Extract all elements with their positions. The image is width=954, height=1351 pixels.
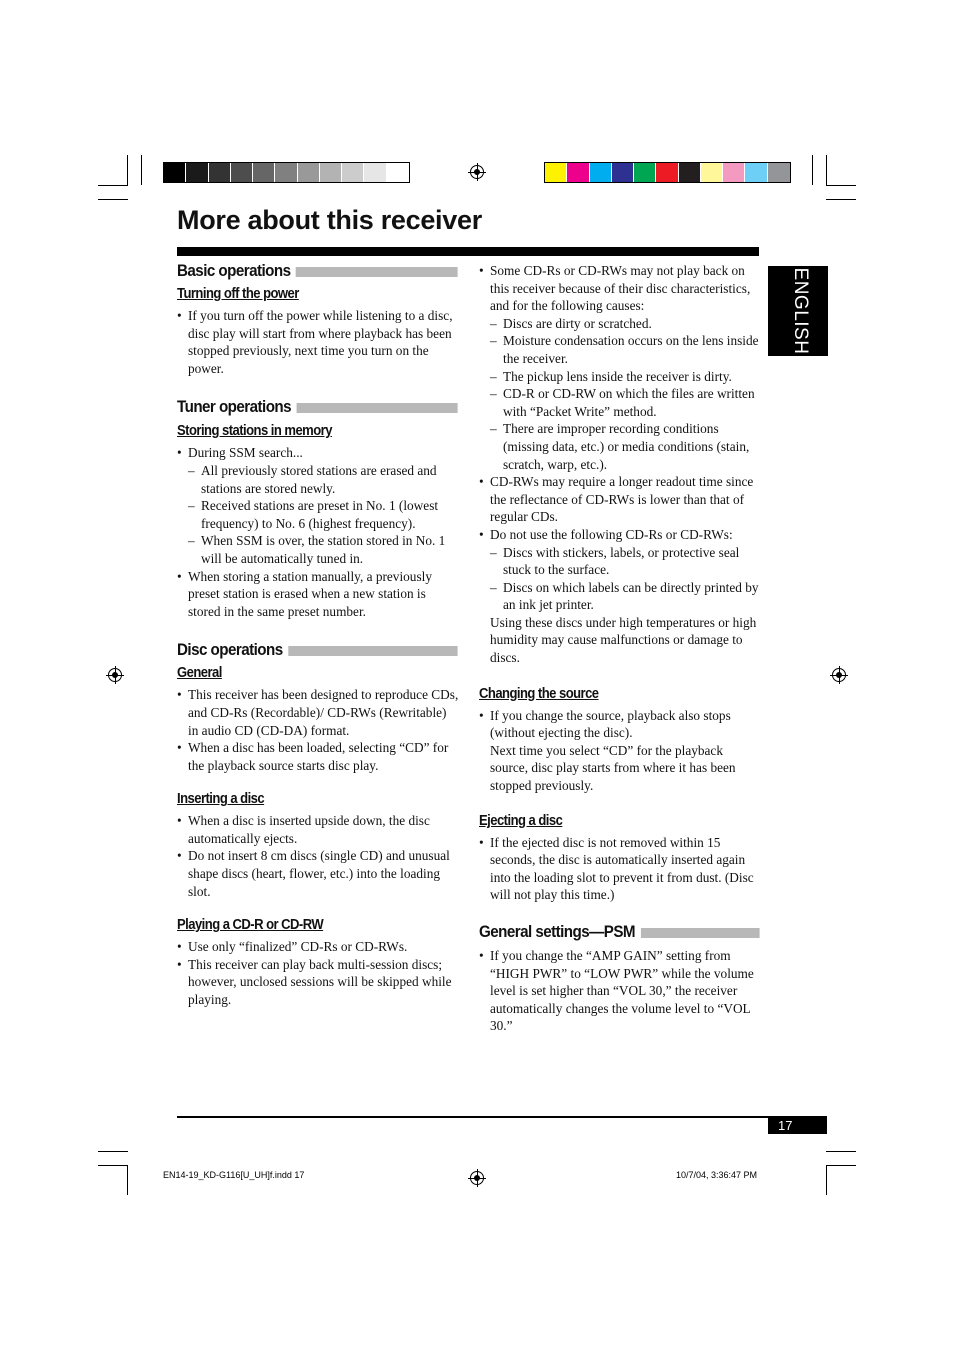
color-swatch bbox=[186, 163, 208, 182]
color-swatch bbox=[231, 163, 253, 182]
color-swatch bbox=[634, 163, 656, 182]
list-item: – Discs are dirty or scratched. bbox=[479, 315, 761, 333]
process-color-bar bbox=[544, 162, 791, 183]
color-swatch bbox=[612, 163, 634, 182]
crop-mark bbox=[98, 185, 128, 186]
color-swatch bbox=[656, 163, 678, 182]
color-swatch bbox=[209, 163, 231, 182]
list-item: – Moisture condensation occurs on the lens inside the receiver. bbox=[479, 332, 761, 367]
subheading-playing: Playing a CD-R or CD-RW bbox=[177, 917, 324, 934]
crop-mark bbox=[826, 1165, 827, 1195]
language-tab bbox=[768, 266, 828, 356]
subheading-turning-off: Turning off the power bbox=[177, 286, 299, 302]
list-item: • CD-RWs may require a longer readout time since the reflectance of CD-RWs is lower than that of regular CDs. bbox=[479, 473, 761, 526]
title-rule bbox=[177, 247, 759, 256]
registration-mark-icon bbox=[832, 668, 846, 682]
subheading-storing: Storing stations in memory bbox=[177, 423, 332, 440]
left-column bbox=[177, 262, 459, 1009]
crop-mark bbox=[812, 155, 813, 185]
paragraph: Next time you select “CD” for the playback source, disc play starts from where it has been stopped previously. bbox=[490, 742, 736, 794]
crop-mark bbox=[127, 1165, 128, 1195]
crop-mark bbox=[826, 1151, 856, 1152]
color-swatch bbox=[745, 163, 767, 182]
color-swatch bbox=[567, 163, 589, 182]
section-heading-disc: Disc operations bbox=[177, 641, 457, 660]
crop-mark bbox=[98, 199, 128, 200]
list-item: – Discs on which labels can be directly printed by an ink jet printer. bbox=[479, 579, 761, 614]
color-swatch bbox=[768, 163, 790, 182]
section-heading-basic: Basic operations bbox=[177, 262, 457, 281]
crop-mark bbox=[826, 155, 827, 185]
language-tab-label: ENGLISH bbox=[790, 267, 811, 355]
list-item: • When a disc has been loaded, selecting “CD” for the playback source starts disc play. bbox=[177, 739, 459, 774]
subheading-general: General bbox=[177, 665, 222, 682]
subheading-inserting: Inserting a disc bbox=[177, 791, 265, 808]
gray-color-bar bbox=[163, 162, 410, 183]
footer-rule bbox=[177, 1116, 827, 1118]
color-swatch bbox=[275, 163, 297, 182]
color-swatch bbox=[342, 163, 364, 182]
subheading-changing: Changing the source bbox=[479, 685, 599, 702]
list-item: • Do not use the following CD-Rs or CD-RWs: bbox=[479, 526, 761, 544]
list-item: – There are improper recording conditions (missing data, etc.) or media conditions (stain, scratch, warp, etc.). bbox=[479, 420, 761, 473]
color-swatch bbox=[701, 163, 723, 182]
crop-mark bbox=[826, 1165, 856, 1166]
crop-mark bbox=[826, 199, 856, 200]
list-item: – Received stations are preset in No. 1 (lowest frequency) to No. 6 (highest frequency). bbox=[177, 497, 459, 532]
section-heading-tuner: Tuner operations bbox=[177, 398, 457, 417]
color-swatch bbox=[298, 163, 320, 182]
list-item: • Use only “finalized” CD-Rs or CD-RWs. bbox=[177, 938, 459, 956]
list-item: • During SSM search... bbox=[177, 444, 459, 462]
page-number: 17 bbox=[778, 1118, 793, 1133]
page-title: More about this receiver bbox=[177, 205, 482, 235]
registration-mark-icon bbox=[108, 668, 122, 682]
registration-mark-icon bbox=[470, 1171, 484, 1185]
list-item: • This receiver can play back multi-session discs; however, unclosed sessions will be skipped while playing. bbox=[177, 956, 459, 1009]
list-item: • If you turn off the power while listening to a disc, disc play will start from where playback has been stopped previously, next time you turn on the power. bbox=[177, 307, 459, 377]
crop-mark bbox=[98, 1165, 128, 1166]
list-item: • When storing a station manually, a previously preset station is erased when a new station is stored in the same preset number. bbox=[177, 568, 459, 621]
page-number-box bbox=[768, 1118, 827, 1134]
paragraph: Using these discs under high temperatures or high humidity may cause malfunctions or damage to discs. bbox=[490, 614, 757, 666]
crop-mark bbox=[141, 155, 142, 185]
list-item: – The pickup lens inside the receiver is dirty. bbox=[479, 368, 761, 386]
subheading-ejecting: Ejecting a disc bbox=[479, 812, 563, 829]
list-item: • If you change the source, playback also stops (without ejecting the disc). bbox=[479, 707, 761, 742]
crop-mark bbox=[826, 185, 856, 186]
list-item: • If you change the “AMP GAIN” setting from “HIGH PWR” to “LOW PWR” while the volume level is set higher than “VOL 30,” the receiver automatically changes the volume level to “VOL 30.” bbox=[479, 947, 761, 1035]
color-swatch bbox=[387, 163, 409, 182]
crop-mark bbox=[98, 1151, 128, 1152]
list-item: • If the ejected disc is not removed within 15 seconds, the disc is automatically inserted again into the loading slot to prevent it from dust. (Disc will not play this time.) bbox=[479, 834, 761, 904]
right-column bbox=[479, 262, 761, 1035]
list-item: – All previously stored stations are erased and stations are stored newly. bbox=[177, 462, 459, 497]
list-item: • This receiver has been designed to reproduce CDs, and CD-Rs (Recordable)/ CD-RWs (Rewritable) in audio CD (CD-DA) format. bbox=[177, 686, 459, 739]
crop-mark bbox=[127, 155, 128, 185]
color-swatch bbox=[253, 163, 275, 182]
color-swatch bbox=[364, 163, 386, 182]
section-heading-psm: General settings—PSM bbox=[479, 923, 759, 942]
color-swatch bbox=[679, 163, 701, 182]
footer-date: 10/7/04, 3:36:47 PM bbox=[676, 1170, 758, 1180]
color-swatch bbox=[590, 163, 612, 182]
list-item: • When a disc is inserted upside down, the disc automatically ejects. bbox=[177, 812, 459, 847]
list-item: • Some CD-Rs or CD-RWs may not play back on this receiver because of their disc characteristics, and for the following causes: bbox=[479, 262, 761, 315]
color-swatch bbox=[320, 163, 342, 182]
color-swatch bbox=[164, 163, 186, 182]
list-item: – CD-R or CD-RW on which the files are written with “Packet Write” method. bbox=[479, 385, 761, 420]
color-swatch bbox=[723, 163, 745, 182]
color-swatch bbox=[545, 163, 567, 182]
footer-file-name: EN14-19_KD-G116[U_UH]f.indd 17 bbox=[163, 1170, 305, 1180]
list-item: • Do not insert 8 cm discs (single CD) and unusual shape discs (heart, flower, etc.) into the loading slot. bbox=[177, 847, 459, 900]
list-item: – Discs with stickers, labels, or protective seal stuck to the surface. bbox=[479, 544, 761, 579]
registration-mark-icon bbox=[470, 165, 484, 179]
list-item: – When SSM is over, the station stored in No. 1 will be automatically tuned in. bbox=[177, 532, 459, 567]
